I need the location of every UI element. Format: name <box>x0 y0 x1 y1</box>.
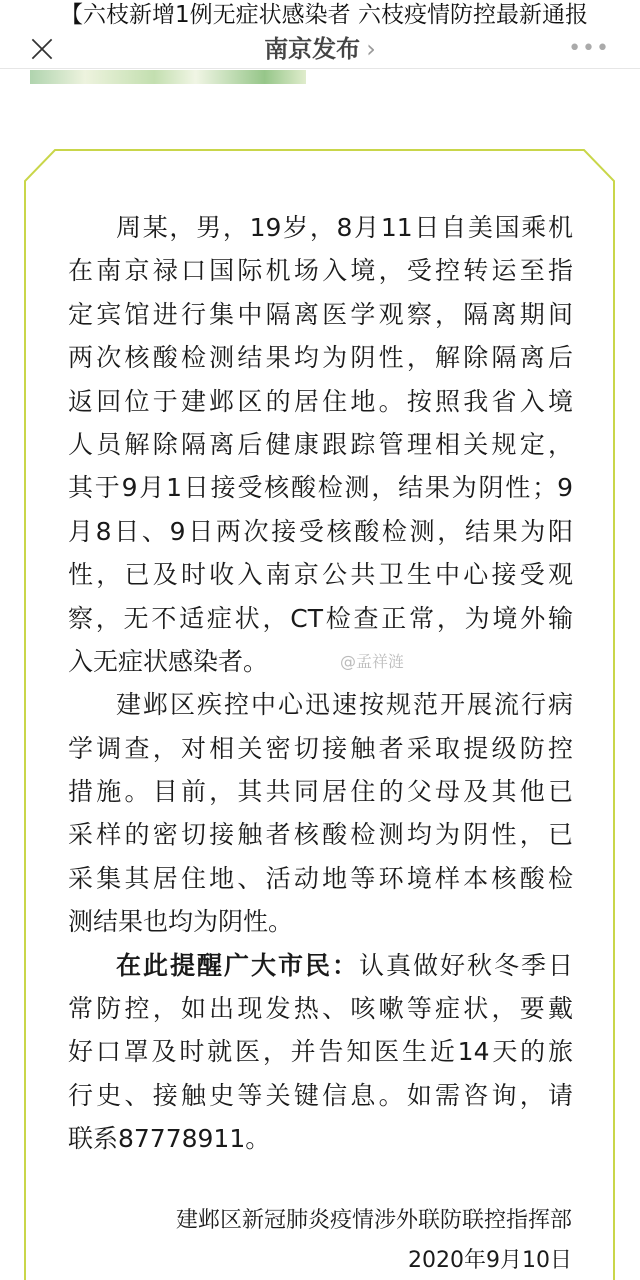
paragraph-line: 学调查，对相关密切接触者采取提级防控 <box>68 733 573 763</box>
paragraph-line: 月8日、9日两次接受核酸检测，结果为阳 <box>68 516 573 546</box>
paragraph-line: 察，无不适症状，CT检查正常，为境外输 <box>68 603 573 633</box>
headline-overlay: 【六枝新增1例无症状感染者 六枝疫情防控最新通报 <box>60 2 588 28</box>
paragraph-line: 入无症状感染者。 <box>68 646 269 676</box>
paragraph-line: 其于9月1日接受核酸检测，结果为阴性；9 <box>68 473 573 503</box>
paragraph-line: 周某，男，19岁，8月11日自美国乘机 <box>116 213 573 242</box>
paragraph-line: 两次核酸检测结果均为阴性，解除隔离后 <box>68 343 573 373</box>
paragraph-line: 测结果也均为阴性。 <box>68 907 294 937</box>
paragraph-line: 建邺区疾控中心迅速按规范开展流行病 <box>116 690 573 720</box>
reminder-lead: 在此提醒广大市民： <box>116 950 359 980</box>
notice-body <box>68 206 573 1161</box>
paragraph-line: 性，已及时收入南京公共卫生中心接受观 <box>68 560 573 590</box>
paragraph-line: 返回位于建邺区的居住地。按照我省入境 <box>68 386 573 416</box>
paragraph-line: 行史、接触史等关键信息。如需咨询，请 <box>68 1080 573 1110</box>
chevron-right-icon: › <box>366 35 376 63</box>
line-text: 认真做好秋冬季日 <box>358 950 573 980</box>
account-name: 南京发布 <box>264 35 361 63</box>
paragraph-line: 在南京禄口国际机场入境，受控转运至指 <box>68 256 573 286</box>
paragraph-line: 定宾馆进行集中隔离医学观察，隔离期间 <box>68 299 573 329</box>
signature-date: 2020年9月10日 <box>408 1248 572 1273</box>
paragraph-line: 采集其居住地、活动地等环境样本核酸检 <box>68 863 573 893</box>
paragraph-line: 人员解除隔离后健康跟踪管理相关规定， <box>68 429 573 459</box>
paragraph-line: 联系87778911。 <box>68 1124 271 1154</box>
paragraph-line <box>68 944 573 987</box>
paragraph-line: 好口罩及时就医，并告知医生近14天的旅 <box>68 1037 573 1067</box>
signature-org: 建邺区新冠肺炎疫情涉外联防联控指挥部 <box>175 1208 572 1233</box>
paragraph-line: 采样的密切接触者核酸检测均为阴性，已 <box>68 820 573 850</box>
more-icon[interactable]: ••• <box>568 36 610 61</box>
watermark: @孟祥涟 <box>340 652 405 671</box>
paragraph-line: 措施。目前，其共同居住的父母及其他已 <box>68 777 573 807</box>
paragraph-line: 常防控，如出现发热、咳嗽等症状，要戴 <box>68 994 573 1024</box>
